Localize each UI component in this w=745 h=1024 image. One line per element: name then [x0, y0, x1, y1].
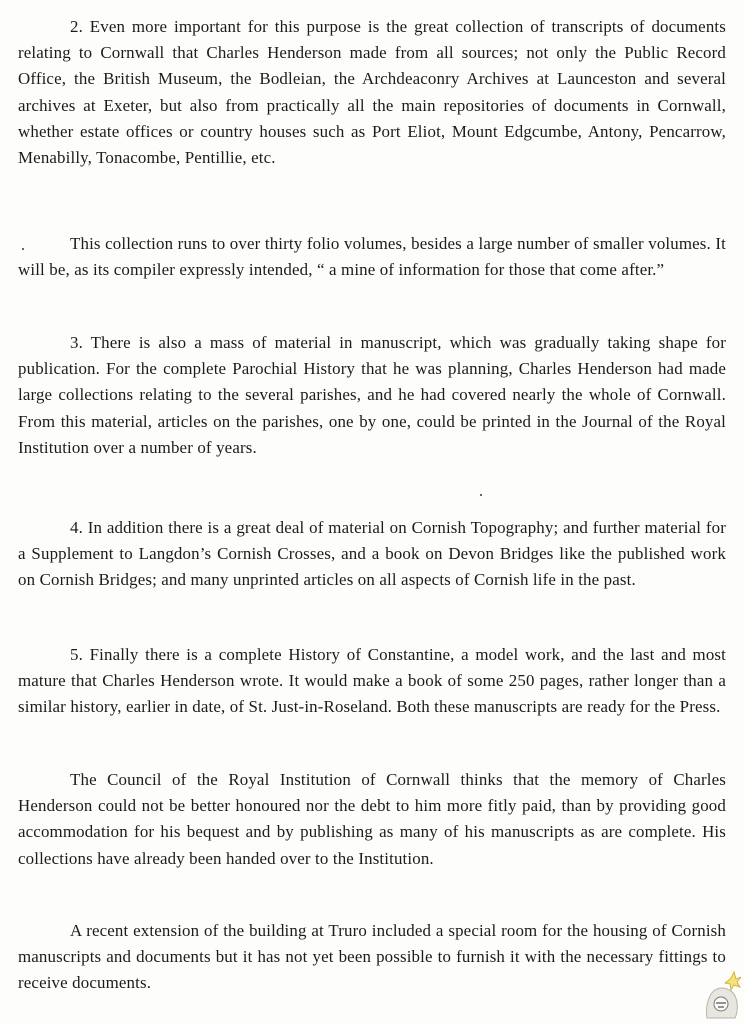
stray-mark: [22, 248, 24, 250]
paragraph-transcripts: 2. Even more important for this purpose is the great collection of transcripts of documents relating to Cornwall that Charles Henderson made from all sources; not only the Public Record Office, the British Museum, the Bodleian, the Archdeaconry Archives at Launceston and several archives at Exeter, but also from practically all the main repositories of documents in Cornwall, whether estate offices or country houses such as Port Eliot, Mount Edgcumbe, Antony, Pencarrow, Menabilly, Tonacombe, Pentillie, etc.: [18, 17, 726, 168]
paragraph-history-constantine: 5. Finally there is a complete History of Constantine, a model work, and the last and most mature that Charles Henderson wrote. It would make a book of some 250 pages, rather longer than a similar history, earlier in date, of St. Just-in-Roseland. Both these manuscripts are ready for the Press.: [18, 645, 726, 717]
paragraph-building-extension: A recent extension of the building at Truro included a special room for the housing of Cornish manuscripts and documents but it has not yet been possible to furnish it with the necessary fittings to receive documents.: [18, 921, 726, 993]
paragraph-cornish-topography: 4. In addition there is a great deal of material on Cornish Topography; and further material for a Supplement to Langdon’s Cornish Crosses, and a book on Devon Bridges like the published work on Cornish Bridges; and many unprinted articles on all aspects of Cornish life in the past.: [18, 518, 726, 590]
corner-stamp-icon: [701, 968, 741, 1020]
stray-mark: [480, 494, 482, 496]
paragraph-council: The Council of the Royal Institution of Cornwall thinks that the memory of Charles Henderson could not be better honoured nor the debt to him more fitly paid, than by providing good accommodation for his bequest and by publishing as many of his manuscripts as are complete. His collections have already been handed over to the Institution.: [18, 770, 726, 868]
paragraph-manuscript-material: 3. There is also a mass of material in manuscript, which was gradually taking shape for publication. For the complete Parochial History that he was planning, Charles Henderson had made large collections relating to the several parishes, and he had covered nearly the whole of Cornwall. From this material, articles on the parishes, one by one, could be printed in the Journal of the Royal Institution over a number of years.: [18, 333, 726, 457]
paragraph-collection-volumes: This collection runs to over thirty folio volumes, besides a large number of smaller volumes. It will be, as its compiler expressly intended, “ a mine of information for those that come after.”: [18, 234, 726, 280]
